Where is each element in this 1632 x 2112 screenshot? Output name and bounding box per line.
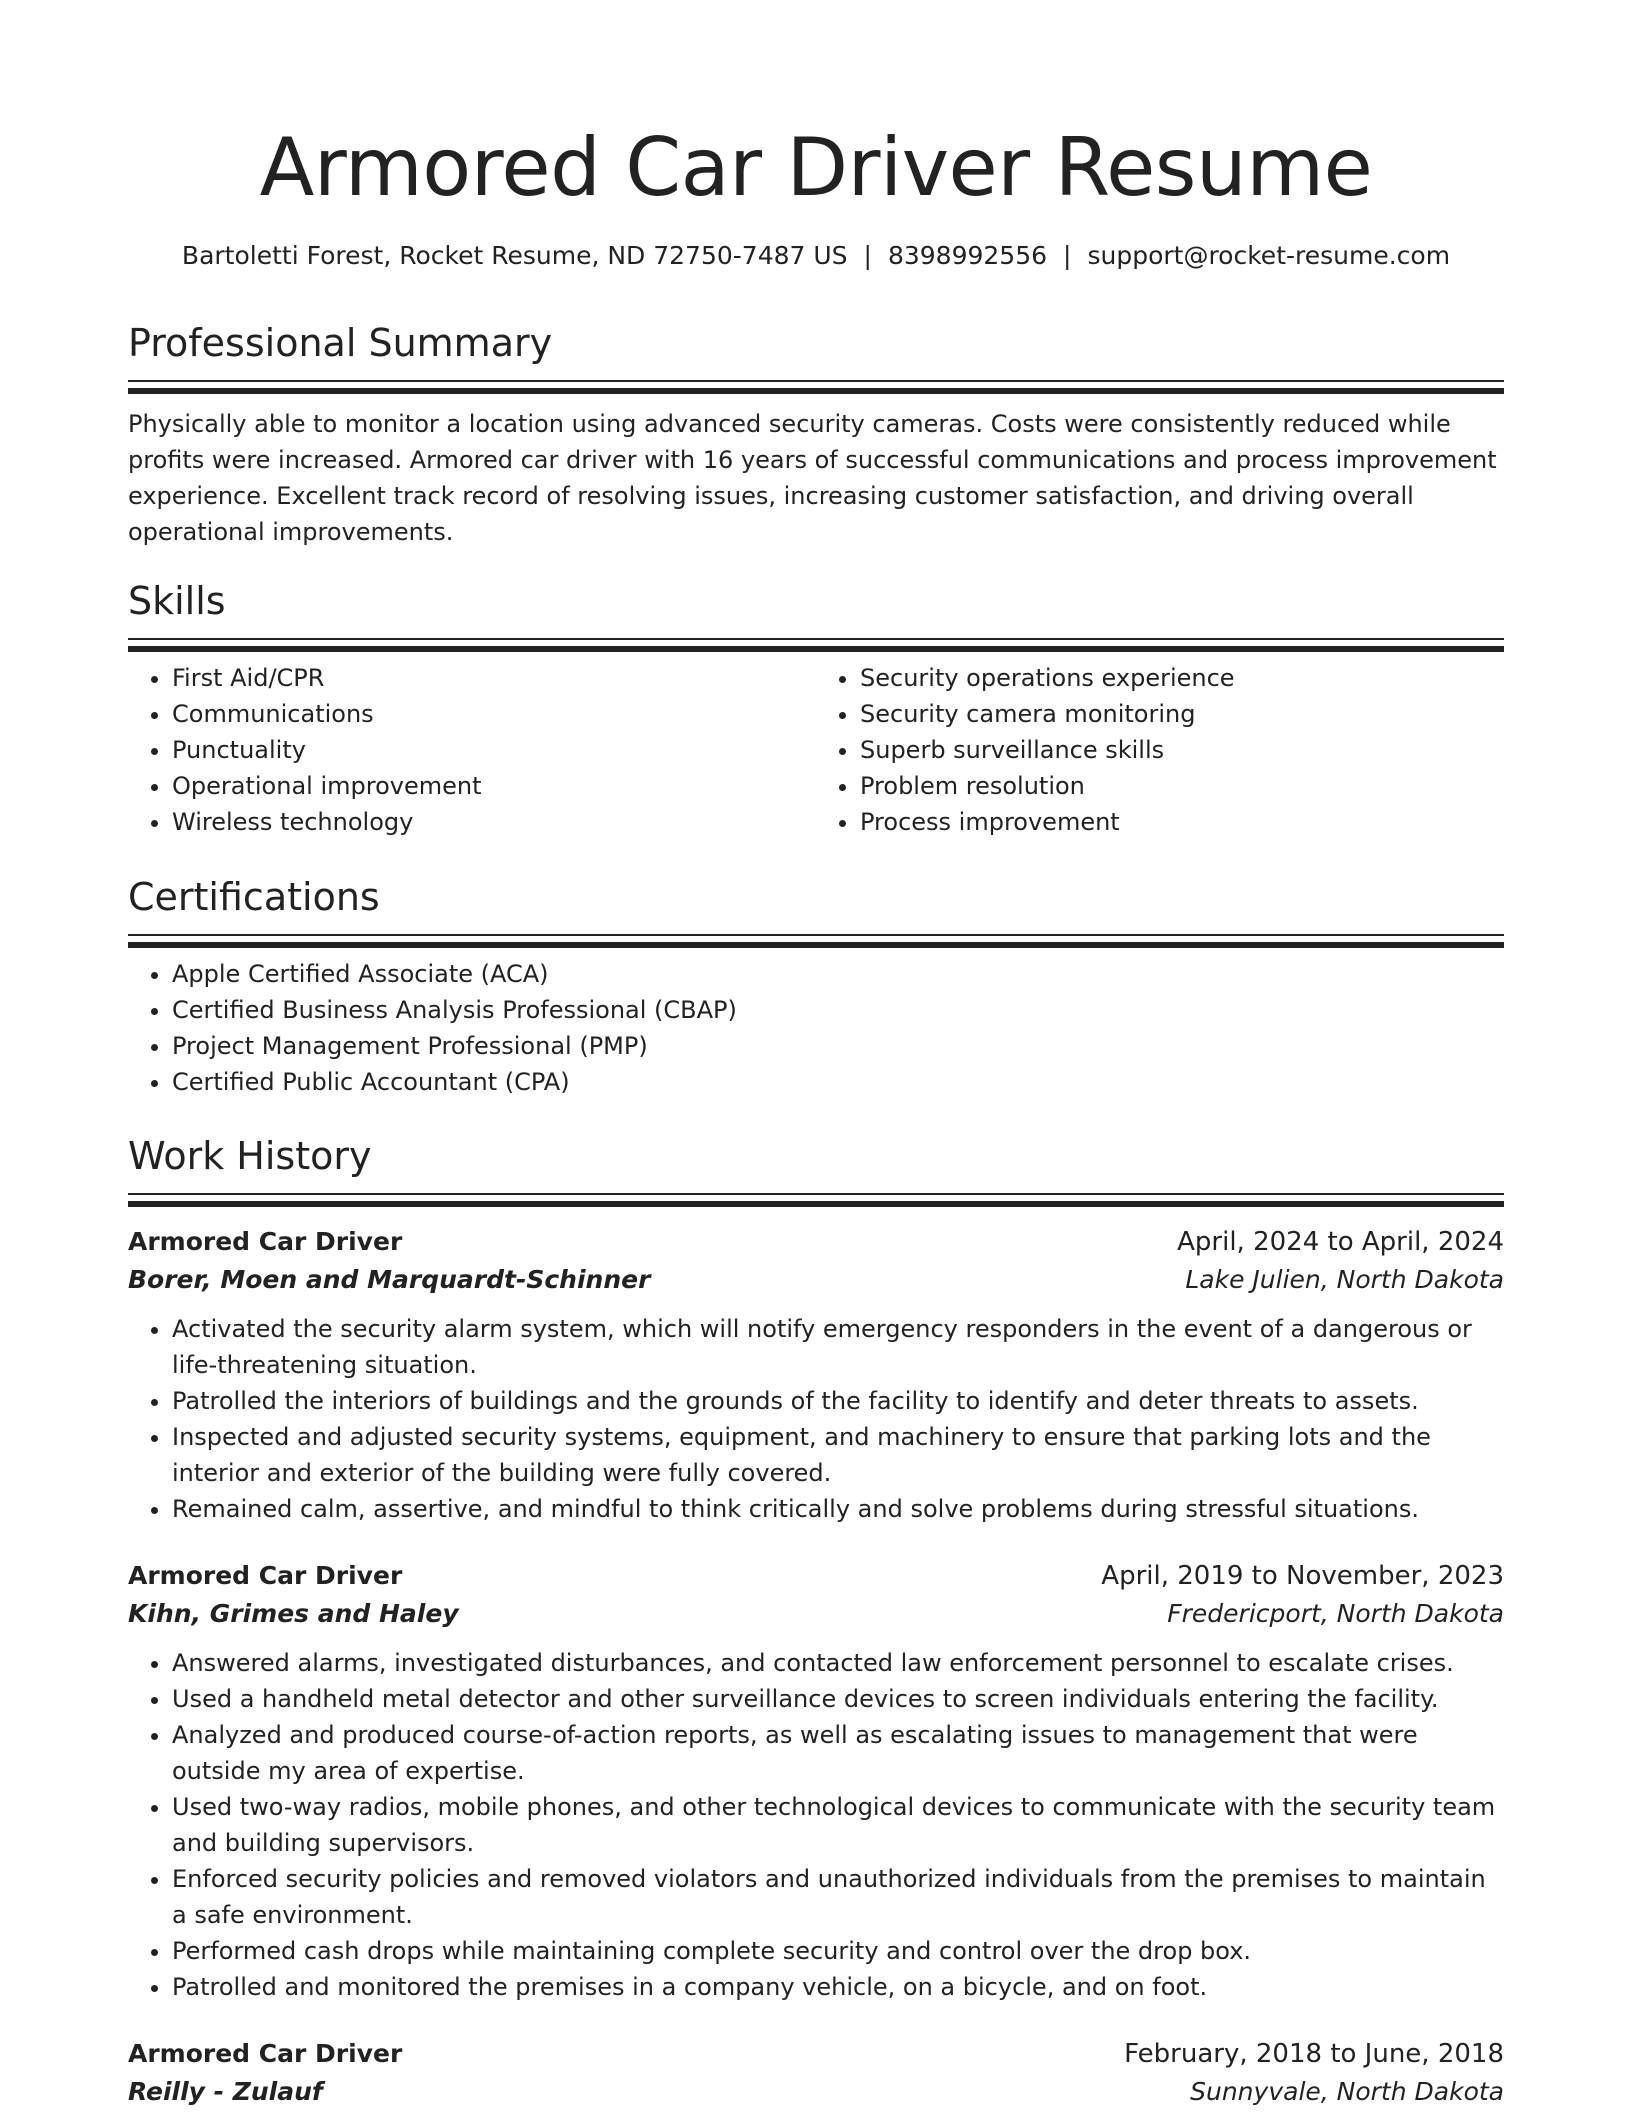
section-heading: Work History (128, 1134, 372, 1178)
certification-item: • Certified Business Analysis Professional (CBAP) (172, 992, 1504, 1028)
job-bullet: • Remained calm, assertive, and mindful to think critically and solve problems during stressful situations. (172, 1491, 1504, 1527)
certification-item: • Certified Public Accountant (CPA) (172, 1064, 1504, 1100)
certification-item: • Project Management Professional (PMP) (172, 1028, 1504, 1064)
contact-email: support@rocket-resume.com (1087, 241, 1451, 270)
job-bullet: • Activated the security alarm system, which will notify emergency responders in the event of a dangerous or life-threatening situation. (172, 1311, 1504, 1383)
section-heading: Skills (128, 579, 226, 623)
job-title: Armored Car Driver (128, 1561, 403, 1590)
job-bullet: • Answered alarms, investigated disturbances, and contacted law enforcement personnel to escalate crises. (172, 1645, 1504, 1681)
job-bullet: • Enforced security policies and removed violators and unauthorized individuals from the premises to maintain a safe environment. (172, 1861, 1504, 1933)
skill-item: • Superb surveillance skills (860, 732, 1504, 768)
skill-item: • Punctuality (172, 732, 816, 768)
page-title: Armored Car Driver Resume (259, 121, 1373, 214)
section-heading: Professional Summary (128, 321, 553, 365)
contact-line (0, 236, 1632, 276)
skill-item: • Security camera monitoring (860, 696, 1504, 732)
skills-grid (128, 652, 1504, 840)
section-divider (128, 934, 1504, 948)
job-bullets (128, 1645, 1504, 2005)
job-dates: February, 2018 to June, 2018 (1124, 2039, 1504, 2069)
job-location: Lake Julien, North Dakota (1185, 1265, 1504, 1294)
skill-item: • Problem resolution (860, 768, 1504, 804)
job-entry (128, 1223, 1504, 1527)
certification-item: • Apple Certified Associate (ACA) (172, 956, 1504, 992)
skill-item: • Communications (172, 696, 816, 732)
skill-item: • Process improvement (860, 804, 1504, 840)
job-entry (128, 2035, 1504, 2111)
work-history-section (128, 1131, 1504, 2111)
skill-item: • Security operations experience (860, 660, 1504, 696)
contact-separator: | (863, 241, 872, 270)
contact-address: Bartoletti Forest, Rocket Resume, ND 72750-7487 US (181, 241, 848, 270)
certifications-section (128, 872, 1504, 1100)
skills-list-left (128, 660, 816, 840)
contact-phone: 8398992556 (887, 241, 1048, 270)
job-company: Reilly - Zulauf (128, 2077, 323, 2106)
skill-item: • Operational improvement (172, 768, 816, 804)
certifications-list (128, 956, 1504, 1100)
job-entry (128, 1557, 1504, 2005)
section-divider (128, 1193, 1504, 1207)
skills-list-right (816, 660, 1504, 840)
job-title: Armored Car Driver (128, 2039, 403, 2068)
job-dates: April, 2019 to November, 2023 (1101, 1561, 1504, 1591)
summary-section (128, 318, 1504, 550)
contact-separator: | (1063, 241, 1072, 270)
job-company: Borer, Moen and Marquardt-Schinner (128, 1265, 651, 1294)
section-heading: Certifications (128, 875, 380, 919)
skill-item: • First Aid/CPR (172, 660, 816, 696)
job-dates: April, 2024 to April, 2024 (1177, 1227, 1504, 1257)
job-title: Armored Car Driver (128, 1227, 403, 1256)
job-bullet: • Used two-way radios, mobile phones, and other technological devices to communicate with the security team and building supervisors. (172, 1789, 1504, 1861)
skill-item: • Wireless technology (172, 804, 816, 840)
job-location: Sunnyvale, North Dakota (1190, 2077, 1504, 2106)
job-location: Fredericport, North Dakota (1167, 1599, 1504, 1628)
job-bullet: • Performed cash drops while maintaining complete security and control over the drop box. (172, 1933, 1504, 1969)
job-company: Kihn, Grimes and Haley (128, 1599, 459, 1628)
skills-section (128, 576, 1504, 840)
job-bullet: • Used a handheld metal detector and other surveillance devices to screen individuals entering the facility. (172, 1681, 1504, 1717)
job-bullet: • Inspected and adjusted security systems, equipment, and machinery to ensure that parking lots and the interior and exterior of the building were fully covered. (172, 1419, 1504, 1491)
section-divider (128, 638, 1504, 652)
summary-text: Physically able to monitor a location using advanced security cameras. Costs were consistently reduced while profits were increased. Armored car driver with 16 years of successful communications and process improvement experience. Excellent track record of resolving issues, increasing customer satisfaction, and driving overall operational improvements. (128, 410, 1497, 546)
job-bullet: • Patrolled the interiors of buildings and the grounds of the facility to identify and deter threats to assets. (172, 1383, 1504, 1419)
job-bullet: • Analyzed and produced course-of-action reports, as well as escalating issues to management that were outside my area of expertise. (172, 1717, 1504, 1789)
job-bullet: • Patrolled and monitored the premises in a company vehicle, on a bicycle, and on foot. (172, 1969, 1504, 2005)
job-bullets (128, 1311, 1504, 1527)
section-divider (128, 380, 1504, 394)
